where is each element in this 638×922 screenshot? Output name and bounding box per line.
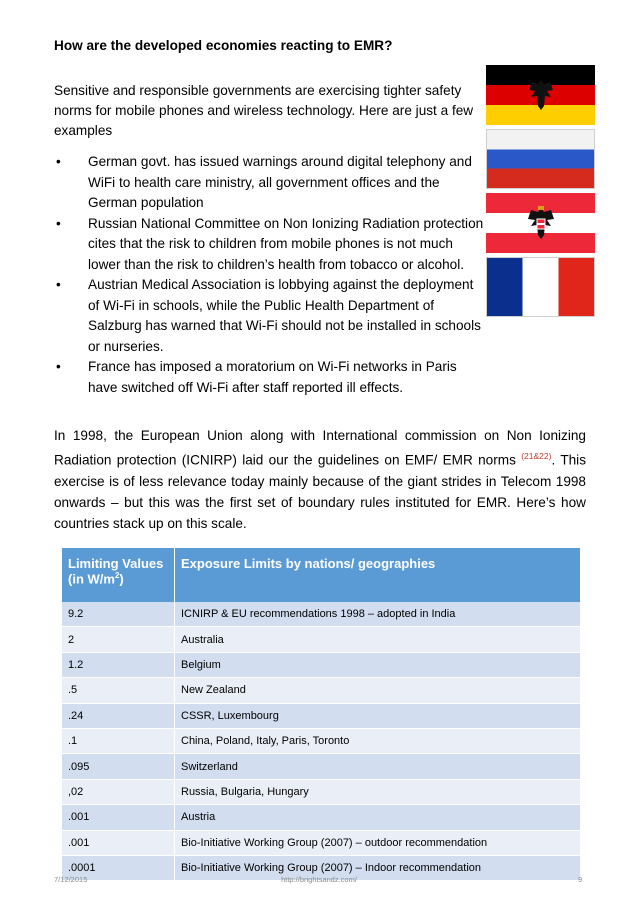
eagle-icon xyxy=(526,205,556,241)
limit-value: .0001 xyxy=(62,855,175,880)
list-item-text: German govt. has issued warnings around digital telephony and WiFi to health care ministry, all government offices and the German population xyxy=(88,154,472,210)
header-limiting-values xyxy=(62,548,175,602)
eagle-icon xyxy=(528,78,554,112)
region-name: Austria xyxy=(175,805,581,830)
list-item xyxy=(54,214,484,276)
limit-value: .5 xyxy=(62,678,175,703)
region-name: Russia, Bulgaria, Hungary xyxy=(175,779,581,804)
table-row xyxy=(62,805,581,830)
intro-paragraph: Sensitive and responsible governments are exercising tighter safety norms for mobile phones and wireless technology. Here are just a few examples xyxy=(54,83,474,138)
header-superscript: 2 xyxy=(114,571,120,580)
table-row xyxy=(62,678,581,703)
austria-flag-icon xyxy=(486,193,595,253)
limit-value: ,02 xyxy=(62,779,175,804)
table-row xyxy=(62,627,581,652)
region-name: Australia xyxy=(175,627,581,652)
region-name: China, Poland, Italy, Paris, Toronto xyxy=(175,728,581,753)
limit-value: 9.2 xyxy=(62,602,175,627)
list-item xyxy=(54,357,484,398)
region-name: ICNIRP & EU recommendations 1998 – adopted in India xyxy=(175,602,581,627)
footer-page-number: 9 xyxy=(578,875,583,884)
region-name: Bio-Initiative Working Group (2007) – Indoor recommendation xyxy=(175,855,581,880)
limit-value: .001 xyxy=(62,805,175,830)
list-item xyxy=(54,275,484,357)
germany-flag-icon xyxy=(486,65,595,125)
exposure-limits-table xyxy=(62,548,581,881)
paragraph-text: In 1998, the European Union along with International commission on Non Ionizing Radiation protection (ICNIRP) laid our the guidelines on EMF/ EMR norms xyxy=(54,428,586,468)
eu-guidelines-paragraph xyxy=(54,425,586,534)
region-name: New Zealand xyxy=(175,678,581,703)
table-header-row xyxy=(62,548,581,602)
header-exposure-limits: Exposure Limits by nations/ geographies xyxy=(175,548,581,602)
limit-value: .095 xyxy=(62,754,175,779)
header-text: ) xyxy=(119,571,124,587)
list-item xyxy=(54,152,484,214)
limit-value: .001 xyxy=(62,830,175,855)
table-row xyxy=(62,728,581,753)
header-text: Limiting Values xyxy=(68,556,164,571)
russia-flag-icon xyxy=(486,129,595,189)
limit-value: .24 xyxy=(62,703,175,728)
bullet-icon: • xyxy=(56,154,61,169)
footer-date: 7/12/2015 xyxy=(54,875,88,884)
examples-list xyxy=(54,152,484,398)
paragraph-text: . This exercise is of less relevance today mainly because of the giant strides in Telecom 1998 onwards – but this was the first set of boundary rules instituted for EMR. Here’s how countries stack up on this scale. xyxy=(54,452,586,531)
footer-url[interactable]: http://brightsandz.com/ xyxy=(281,875,357,884)
table-row xyxy=(62,754,581,779)
bullet-icon: • xyxy=(56,215,61,231)
header-text: (in W/m xyxy=(68,571,115,587)
table-row xyxy=(62,703,581,728)
reference-superscript: (21&22) xyxy=(521,451,552,461)
bullet-icon: • xyxy=(56,277,61,292)
list-item-text: Austrian Medical Association is lobbying against the deployment of Wi-Fi in schools, while the Public Health Department of Salzburg has warned that Wi-Fi should not be installed in schools or nurseries. xyxy=(88,277,481,354)
table-row xyxy=(62,779,581,804)
flags-column xyxy=(486,65,595,321)
list-item-text: Russian National Committee on Non Ionizing Radiation protection cites that the risk to children from mobile phones is not much lower than the risk to children’s health from tobacco or alcohol. xyxy=(88,215,484,272)
table-row xyxy=(62,652,581,677)
page-heading: How are the developed economies reacting to EMR? xyxy=(54,38,393,53)
bullet-icon: • xyxy=(56,359,61,374)
limit-value: 1.2 xyxy=(62,652,175,677)
list-item-text: France has imposed a moratorium on Wi-Fi networks in Paris have switched off Wi-Fi after staff reported ill effects. xyxy=(88,359,457,395)
france-flag-icon xyxy=(486,257,595,317)
region-name: Bio-Initiative Working Group (2007) – outdoor recommendation xyxy=(175,830,581,855)
region-name: CSSR, Luxembourg xyxy=(175,703,581,728)
limit-value: .1 xyxy=(62,728,175,753)
table-row xyxy=(62,830,581,855)
table-row xyxy=(62,602,581,627)
limit-value: 2 xyxy=(62,627,175,652)
region-name: Belgium xyxy=(175,652,581,677)
region-name: Switzerland xyxy=(175,754,581,779)
